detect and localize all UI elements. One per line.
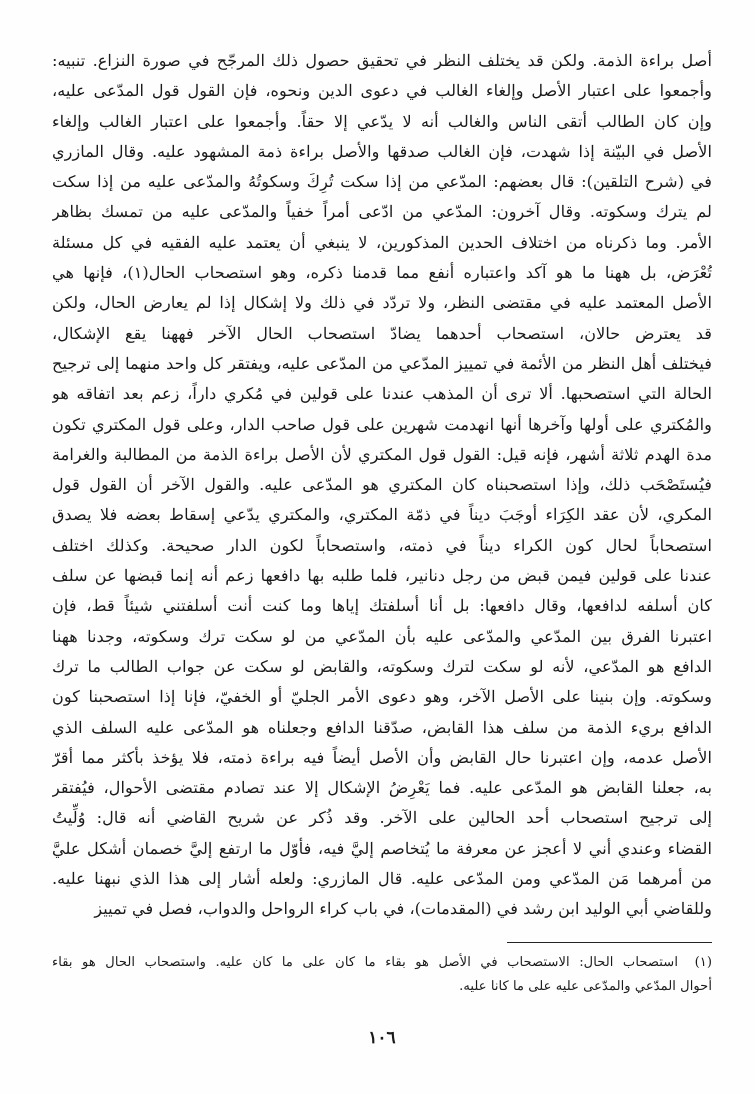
text-line: لم يترك وسكوته. وقال آخرون: المدّعي من ادّعى أمراً خفياً والمدّعى عليه من تمسك بظاهر — [52, 202, 712, 222]
text-line: قد يعترض حالان، استصحاب أحدهما يضادّ استصحاب الحال الآخر فههنا يقع الإشكال، — [52, 323, 712, 343]
text-line: فيُستَصْحَب ذلك، وإذا استصحبناه كان المكتري هو المدّعى عليه. والقول الآخر أن القول قول — [52, 475, 712, 495]
text-line: الأصل المعتمد عليه في مقتضى النظر، ولا تردّد في ذلك ولا إشكال إذا لم يعارض الحال، ولكن — [52, 293, 712, 313]
text-line: الدافع هو المدّعي، لأنه لو سكت لترك وسكوته، والقابض لو سكت عن جواب الطالب ما ترك — [52, 656, 712, 676]
footnote-separator — [507, 942, 712, 943]
text-line: تُعْرَض، بل ههنا ما هو آكد واعتباره أنفع مما قدمنا ذكره، وهو استصحاب الحال(١)، فإنها هي — [52, 263, 712, 283]
text-line: من أمرهما مَن المدّعي ومن المدّعى عليه. قال المازري: ولعله أشار إلى هذا الذي نبهنا عليه. — [52, 869, 712, 889]
text-line: والمُكتري على أولها وآخرها أنها انهدمت شهرين على قول صاحب الدار، وعلى قول المكتري تكون — [52, 414, 712, 434]
text-line: وأجمعوا على اعتبار الأصل وإلغاء الغالب في دعوى الدين ونحوه، فإن القول قول المدّعى عليه، — [52, 81, 712, 101]
text-line: في (شرح التلقين): قال بعضهم: المدّعي من إذا سكت تُرِكَ وسكوتُهُ والمدّعى عليه من إذا سكت — [52, 172, 712, 192]
text-line: أصل براءة الذمة. ولكن قد يختلف النظر في تحقيق حصول ذلك المرجّح في صورة النزاع. تنبيه: — [52, 51, 712, 70]
main-text — [52, 46, 712, 925]
text-line: القضاء وعندي أني لا أعجز عن معرفة ما يُتخاصم إليَّ فيه، فأوّل ما ارتفع إليَّ خصمان أشكل عليَّ — [52, 838, 712, 858]
text-line: استصحاباً لحال كون الكراء ديناً في ذمته، واستصحاباً لكون الدار صحيحة. وكذلك اختلف — [52, 535, 712, 555]
text-line: وللقاضي أبي الوليد ابن رشد في (المقدمات)، في باب كراء الرواحل والدواب، فصل في تمييز — [94, 899, 712, 919]
text-line: الأصل عدمه، وإن اعتبرنا حال القابض وأن الأصل أيضاً فيه براءة ذمته، فلا يؤخذ بأكثر مما أقرّ — [52, 747, 712, 767]
text-line: به، جعلنا القابض هو المدّعى عليه. فما يَعْرِضُ الإشكال إلا عند تصادم مقتضى الأحوال، فيُفتقر — [52, 778, 712, 798]
text-line: الأمر. وما ذكرناه من اختلاف الحدين المذكورين، لا ينبغي أن يعتمد عليه الفقيه في كل مسئلة — [52, 232, 712, 252]
footnote-line: أحوال المدّعي والمدّعى عليه على ما كانا عليه. — [459, 979, 712, 994]
text-line: مدة الهدم ثلاثة أشهر، فإنه قيل: القول قول المكتري لأن الأصل براءة الذمة من المطالبة والغرامة — [52, 444, 712, 464]
footnote-number: (١) — [694, 955, 712, 970]
text-line: إلى ترجيح استصحاب أحد الحالين على الآخر. وقد ذُكر عن شريح القاضي أنه قال: وُلِّيتُ — [52, 808, 712, 828]
page-number: ١٠٦ — [368, 1028, 396, 1048]
text-line: عندنا على قولين فيمن قبض من رجل دنانير، فلما طلبه بها دافعها زعم أنه إنما قبضها عن سلف — [52, 566, 712, 586]
footnote-text: استصحاب الحال: الاستصحاب في الأصل هو بقاء ما كان على ما كان عليه. واستصحاب الحال هو بقاء — [52, 955, 678, 970]
text-line: وإن كان الطالب أتقى الناس والغالب أنه لا يدّعي إلا حقاً. وأجمعوا على اعتبار الغالب وإلغاء — [52, 111, 712, 131]
text-line: وسكوته. وإن بنينا على الأصل الآخر، وهو دعوى الأمر الجليّ أو الخفيّ، فإنا إذا استصحبنا كون — [52, 687, 712, 707]
text-line: الأصل في البيّنة إذا شهدت، فإن الغالب صدقها والأصل براءة ذمة المشهود عليه. وقال المازري — [52, 141, 712, 161]
footnote — [52, 951, 712, 999]
page — [52, 46, 712, 1056]
text-line: الدافع بريء الذمة من سلف هذا القابض، صدّقنا الدافع وجعلناه هو المدّعى عليه السلف الذي — [52, 717, 712, 737]
text-line: المكري، لأن عقد الكِرَاء أوجَبَ ديناً في ذمّة المكتري، والمكتري يدّعي إسقاط بعضه فلا يصدق — [52, 505, 712, 525]
text-line: اعتبرنا الفرق بين المدّعي والمدّعى عليه بأن المدّعي من لو سكت ترك وسكوته، وجدنا ههنا — [52, 626, 712, 646]
text-line: كان أسلفه لدافعها، وقال دافعها: بل أنا أسلفتك إياها وما كنت أنت أسلفتني شيئاً قط، فإن — [52, 596, 712, 616]
footnote-line — [52, 951, 712, 975]
text-line: الحالة التي استصحبها. ألا ترى أن المذهب عندنا على قولين في مُكري داراً، زعم بعد اتفاقه هو — [52, 384, 712, 404]
text-line: فيختلف أهل النظر من الأئمة في تمييز المدّعي من المدّعى عليه، ويفتقر كل واحد منهما إلى ترجيح — [52, 353, 712, 373]
